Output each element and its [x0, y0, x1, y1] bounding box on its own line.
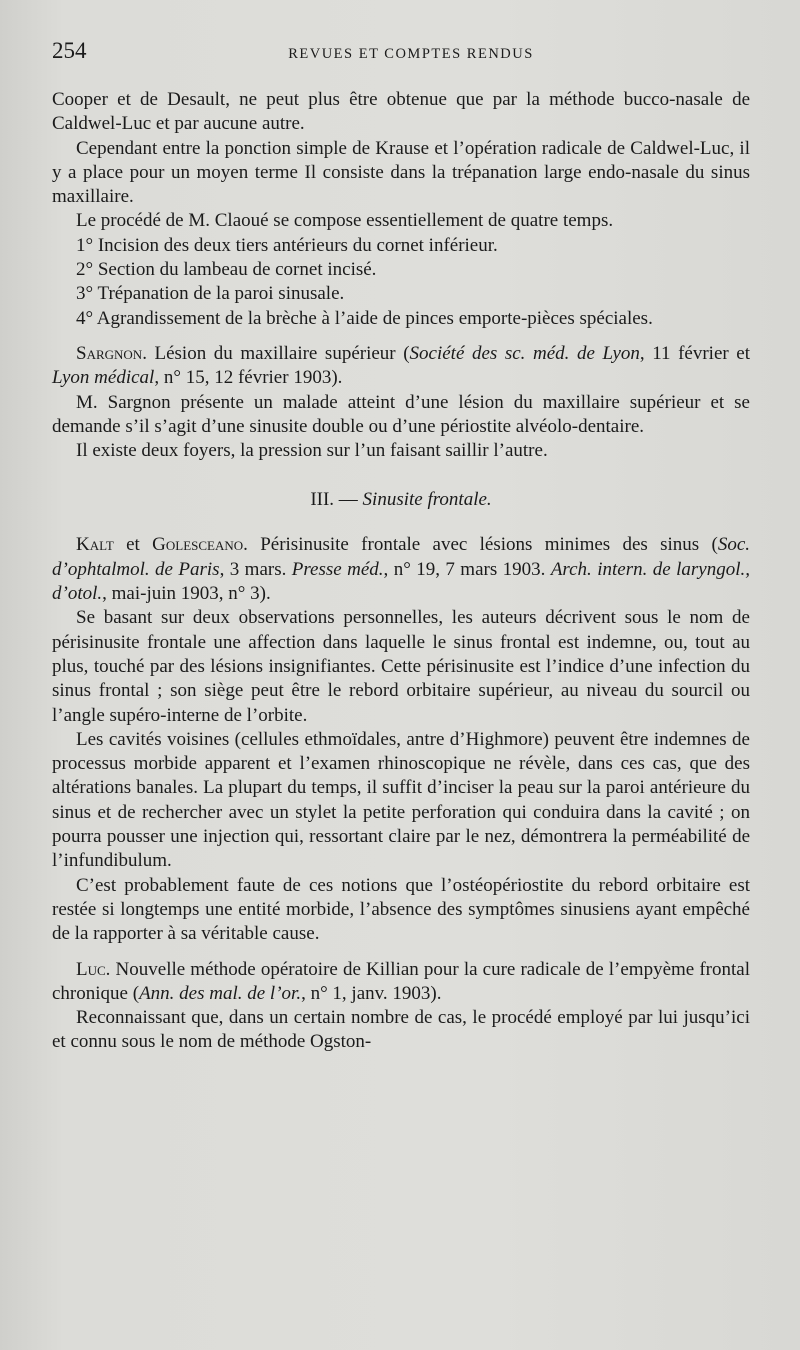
reference-kalt-golesceano: Kalt et Golesceano. Périsinusite frontale avec lésions minimes des sinus (Soc. d’ophtalmol. de Paris, 3 mars. Presse méd., n° 19, 7 mars 1903. Arch. intern. de laryngol., d’otol., mai-juin 1903, n° 3).: [52, 534, 751, 605]
paragraph-sargnon: M. Sargnon présente un malade atteint d’une lésion du maxillaire supérieur et se demande s’il s’agit d’une sinusite double ou d’une périostite alvéolo-dentaire.: [52, 391, 750, 437]
author-sargnon: Sargnon: [76, 342, 143, 364]
running-head: REVUES ET COMPTES RENDUS: [288, 46, 534, 62]
paragraph-observations: Se basant sur deux observations personnelles, les auteurs décrivent sous le nom de périsinusite frontale une affection dans laquelle le sinus frontal est indemne, ou, tout au plus, touché par des lésions insignifiantes. Cette périsinusite est l’indice d’une infection du sinus frontal ; son siège peut être le rebord orbitaire supérieur, au niveau du sourcil ou l’angle supéro-interne de l’orbite.: [52, 607, 750, 726]
step-4: 4° Agrandissement de la brèche à l’aide de pinces emporte-pièces spéciales.: [76, 307, 653, 329]
reference-sargnon: Sargnon. Lésion du maxillaire supérieur (Société des sc. méd. de Lyon, 11 février et Lyon médical, n° 15, 12 février 1903).: [52, 342, 750, 389]
step-3: 3° Trépanation de la paroi sinusale.: [76, 283, 345, 305]
paragraph-claoue: Le procédé de M. Claoué se compose essentiellement de quatre temps.: [76, 210, 614, 232]
paragraph-continuation: Cooper et de Desault, ne peut plus être obtenue que par la méthode bucco-nasale de Caldwel-Luc et par aucune autre.: [52, 89, 750, 135]
reference-luc: Luc. Nouvelle méthode opératoire de Killian pour la cure radicale de l’empyème frontal chronique (Ann. des mal. de l’or., n° 1, janv. 1903).: [52, 958, 750, 1004]
section-heading: III. — Sinusite frontale.: [310, 489, 492, 511]
page-header: [52, 38, 750, 78]
body-text: [52, 88, 750, 1055]
paragraph-ogston: Reconnaissant que, dans un certain nombre de cas, le procédé employé par lui jusqu’ici et connu sous le nom de méthode Ogston-: [52, 1007, 750, 1053]
page-number: 254: [52, 38, 87, 63]
paragraph-osteoperiostite: C’est probablement faute de ces notions que l’ostéopériostite du rebord orbitaire est restée si longtemps une entité morbide, l’absence des symptômes sinusiens ayant empêché de la rapporter à sa véritable cause.: [52, 874, 750, 945]
paragraph-cavites: Les cavités voisines (cellules ethmoïdales, antre d’Highmore) peuvent être indemnes de processus morbide apparent et l’examen rhinoscopique ne révèle, dans ces cas, que des altérations banales. La plupart du temps, il suffit d’inciser la peau sur la paroi antérieure du sinus et de rechercher avec un stylet la petite perforation qui conduira dans la cavité ; on pourra pousser une injection qui, ressortant claire par le nez, démontrera la perméabilité de l’infundibulum.: [52, 728, 750, 872]
paragraph-foyers: Il existe deux foyers, la pression sur l’un faisant saillir l’autre.: [76, 440, 548, 462]
paragraph-krause: Cependant entre la ponction simple de Krause et l’opération radicale de Caldwel-Luc, il y a place pour un moyen terme Il consiste dans la trépanation large endo-nasale du sinus maxillaire.: [52, 137, 750, 208]
step-2: 2° Section du lambeau de cornet incisé.: [76, 259, 377, 281]
step-1: 1° Incision des deux tiers antérieurs du cornet inférieur.: [76, 234, 498, 256]
